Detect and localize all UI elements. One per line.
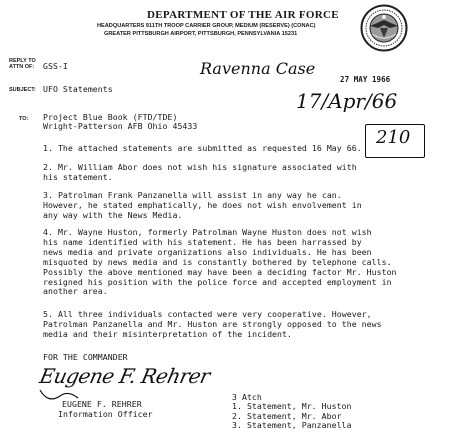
paragraph-line: 1. The attached statements are submitted as requested 16 May 66.	[43, 143, 362, 153]
paragraph-line: media and their misinterpretation of the incident.	[43, 329, 292, 339]
paragraph-4	[43, 228, 397, 297]
paragraph-1	[43, 143, 362, 153]
paragraph-line: 3. Patrolman Frank Panzanella will assist in any way he can.	[43, 190, 342, 200]
unit-heading: HEADQUARTERS 911TH TROOP CARRIER GROUP, MEDIUM (RESERVE) (CONAC)	[97, 23, 316, 29]
attachments-list	[232, 402, 352, 431]
paragraph-line: 4. Mr. Wayne Huston, formerly Patrolman Wayne Huston does not wish	[43, 227, 372, 237]
paragraph-line: 2. Mr. William Abor does not wish his signature associated with	[43, 162, 357, 172]
paragraph-2	[43, 162, 357, 182]
signature: Eugene F. Rehrer	[37, 364, 212, 388]
paragraph-line: However, he stated emphatically, he does not wish envolvement in	[43, 200, 362, 210]
attachment-item: 2. Statement, Mr. Abor	[232, 410, 342, 421]
paragraph-line: his statement.	[43, 172, 113, 182]
paragraph-line: Patrolman Panzanella and Mr. Huston are strongly opposed to the news	[43, 319, 382, 329]
to-line-2: Wright-Patterson AFB Ohio 45433	[43, 121, 198, 131]
attachments-header: 3 Atch	[232, 392, 262, 402]
to-label: TO:	[19, 116, 29, 122]
subject-label: SUBJECT:	[9, 87, 36, 93]
paragraph-3	[43, 190, 362, 220]
paragraph-line: resigned his position with the police force and accepted employment in	[43, 276, 392, 287]
signer-title: Information Officer	[58, 409, 153, 419]
attachment-item: 3. Statement, Panzanella	[232, 420, 352, 430]
department-heading: DEPARTMENT OF THE AIR FORCE	[147, 9, 339, 21]
paragraph-line: any way with the News Media.	[43, 210, 183, 220]
reply-label-line1: REPLY TO	[9, 58, 36, 64]
to-line-1: Project Blue Book (FTD/TDE)	[43, 112, 178, 122]
air-force-seal-icon	[360, 4, 408, 52]
closing: FOR THE COMMANDER	[43, 352, 128, 362]
handwritten-date: 17/Apr/66	[296, 89, 398, 113]
attachment-item: 1. Statement, Mr. Huston	[232, 401, 352, 411]
paragraph-5	[43, 309, 382, 339]
signer-name: EUGENE F. REHRER	[62, 399, 142, 409]
reply-label	[9, 58, 36, 70]
paragraph-line: another area.	[43, 286, 108, 297]
date-stamp: 27 MAY 1966	[340, 75, 391, 84]
subject-value: UFO Statements	[43, 84, 113, 94]
paragraph-line: Possibly the above mentioned may have been a deciding factor Mr. Huston	[43, 266, 397, 277]
address-heading: GREATER PITTSBURGH AIRPORT, PITTSBURGH, PENNSYLVANIA 15231	[104, 31, 298, 37]
handwritten-location: Ravenna Case	[200, 59, 316, 78]
reply-value: GSS-I	[43, 61, 68, 71]
paragraph-line: misquoted by news media and is constantly bothered by telephone calls.	[43, 256, 392, 267]
paragraph-line: 5. All three individuals contacted were very cooperative. However,	[43, 309, 372, 319]
reply-label-line2: ATTN OF:	[9, 64, 35, 70]
handwritten-number: 210	[376, 127, 411, 148]
paragraph-line: news media and private organizations also individuals. He has been	[43, 246, 372, 257]
paragraph-line: his name identified with his statement. He has been harrassed by	[43, 236, 362, 247]
